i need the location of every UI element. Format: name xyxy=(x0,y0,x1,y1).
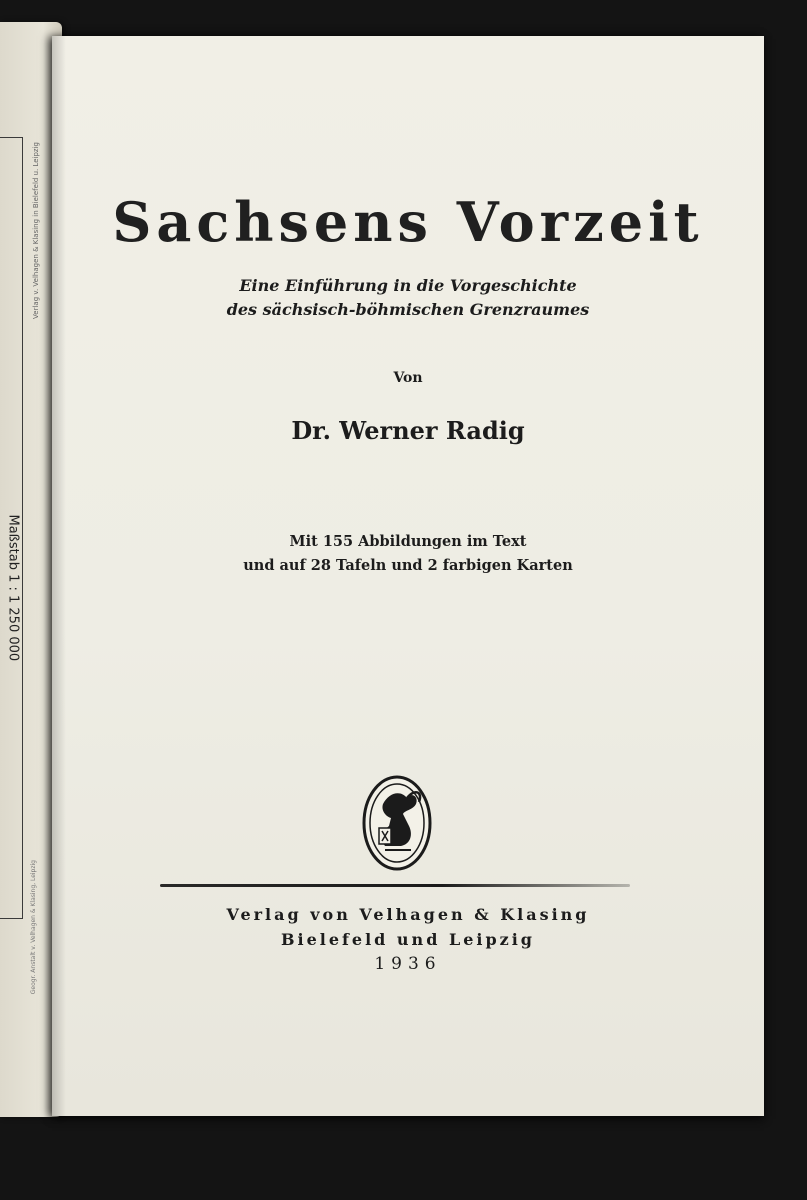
title-page xyxy=(52,36,764,1116)
publisher-line-2: Bielefeld und Leipzig xyxy=(280,930,535,949)
illustrations-line-2: und auf 28 Tafeln und 2 farbigen Karten xyxy=(243,557,573,574)
publisher-griffin-logo-icon xyxy=(361,774,433,872)
publisher-info xyxy=(52,902,764,952)
illustrations-line-1: Mit 155 Abbildungen im Text xyxy=(289,533,527,550)
author-name: Dr. Werner Radig xyxy=(291,416,525,445)
map-scale-label: Maßstab 1 : 1 250 000 xyxy=(5,514,21,662)
book-subtitle xyxy=(52,274,764,322)
illustrations-note xyxy=(52,530,764,578)
by-label: Von xyxy=(393,370,423,386)
subtitle-line-2: des sächsisch-böhmischen Grenzraumes xyxy=(226,300,590,319)
subtitle-line-1: Eine Einführung in die Vorgeschichte xyxy=(239,276,577,295)
title-rule xyxy=(160,884,630,887)
map-bottom-note: Geogr. Anstalt v. Velhagen & Klasing, Leipzig xyxy=(30,860,37,995)
publisher-line-1: Verlag von Velhagen & Klasing xyxy=(226,905,590,924)
map-publisher-note: Verlag v. Velhagen & Klasing in Bielefeld u. Leipzig xyxy=(32,142,40,319)
publication-year: 1936 xyxy=(374,954,442,974)
book-title: Sachsens Vorzeit xyxy=(112,190,704,254)
